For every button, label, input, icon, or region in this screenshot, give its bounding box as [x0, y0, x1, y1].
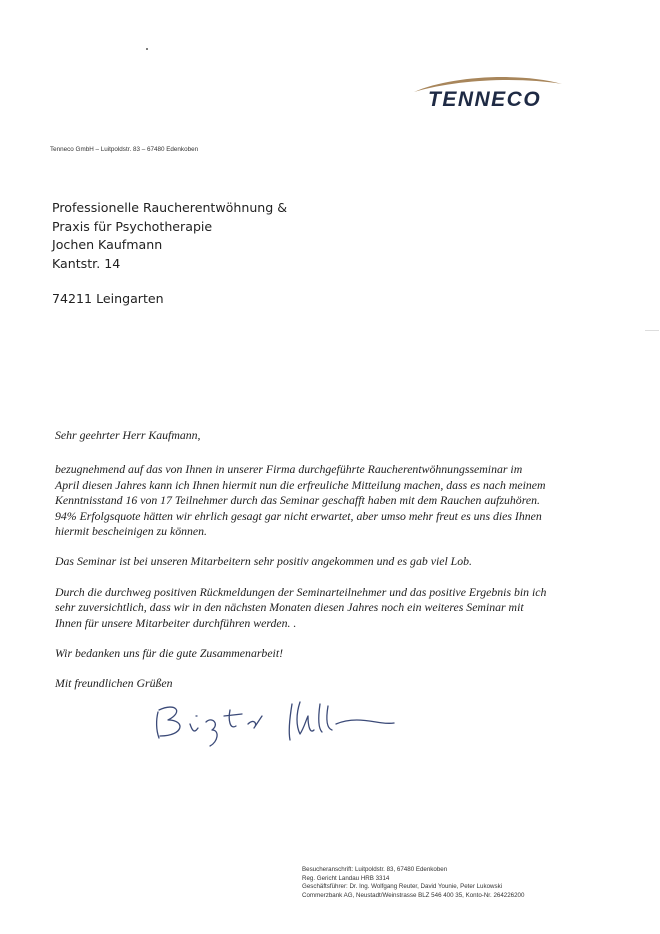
- company-footer: [302, 866, 524, 900]
- footer-line: Besucheranschrift: Luitpoldstr. 83, 67480 Edenkoben: [302, 866, 448, 873]
- recipient-line: Professionelle Raucherentwöhnung &: [52, 200, 288, 215]
- text-line: bezugnehmend auf das von Ihnen in unserer Firma durchgeführte Raucherentwöhnungsseminar im: [55, 462, 523, 477]
- sender-line: Tenneco GmbH – Luitpoldstr. 83 – 67480 Edenkoben: [50, 146, 199, 153]
- text-line: sehr zuversichtlich, dass wir in den nächsten Monaten diesen Jahres noch ein weiteres Seminar mit: [55, 600, 524, 615]
- tenneco-logo-text: TENNECO: [428, 88, 542, 111]
- footer-line: Reg. Gericht Landau HRB 3314: [302, 874, 390, 882]
- recipient-city: 74211 Leingarten: [52, 291, 164, 306]
- footer-line: Geschäftsführer: Dr. Ing. Wolfgang Reuter, David Younie, Peter Lukowski: [302, 883, 503, 891]
- text-line: Kenntnisstand 16 von 17 Teilnehmer durch das Seminar geschafft haben mit dem Rauchen aufzuhören.: [55, 493, 540, 508]
- text-line: hiermit bescheinigen zu können.: [55, 524, 208, 539]
- recipient-address: [52, 199, 287, 309]
- paragraph-feedback: Das Seminar ist bei unseren Mitarbeitern sehr positiv angekommen und es gab viel Lob.: [55, 554, 472, 569]
- text-line: Durch die durchweg positiven Rückmeldungen der Seminarteilnehmer und das positive Ergebnis bin ich: [55, 584, 547, 599]
- text-line: 94% Erfolgsquote hätten wir ehrlich gesagt gar nicht erwartet, aber umso mehr freut es uns dies Ihnen: [55, 508, 542, 523]
- text-line: Ihnen für unsere Mitarbeiter durchführen werden. .: [55, 615, 297, 630]
- recipient-line: Jochen Kaufmann: [52, 237, 163, 252]
- text-line: April diesen Jahres kann ich Ihnen hiermit nun die erfreuliche Mitteilung machen, dass es nach meinem: [55, 477, 546, 492]
- recipient-line: Kantstr. 14: [52, 255, 121, 271]
- closing-line: Mit freundlichen Grüßen: [55, 676, 173, 691]
- recipient-line: Praxis für Psychotherapie: [52, 218, 213, 234]
- fold-mark: [645, 330, 659, 331]
- scan-speck: [146, 48, 148, 50]
- paragraph-outlook: [55, 585, 615, 631]
- salutation: Sehr geehrter Herr Kaufmann,: [55, 428, 201, 442]
- thanks-line: Wir bedanken uns für die gute Zusammenarbeit!: [55, 646, 284, 661]
- paragraph-intro: [55, 462, 615, 539]
- footer-line: Commerzbank AG, Neustadt/Weinstrasse BLZ 546 400 35, Konto-Nr. 264226200: [302, 891, 525, 899]
- letter-body: [55, 428, 615, 710]
- signature: [150, 690, 400, 750]
